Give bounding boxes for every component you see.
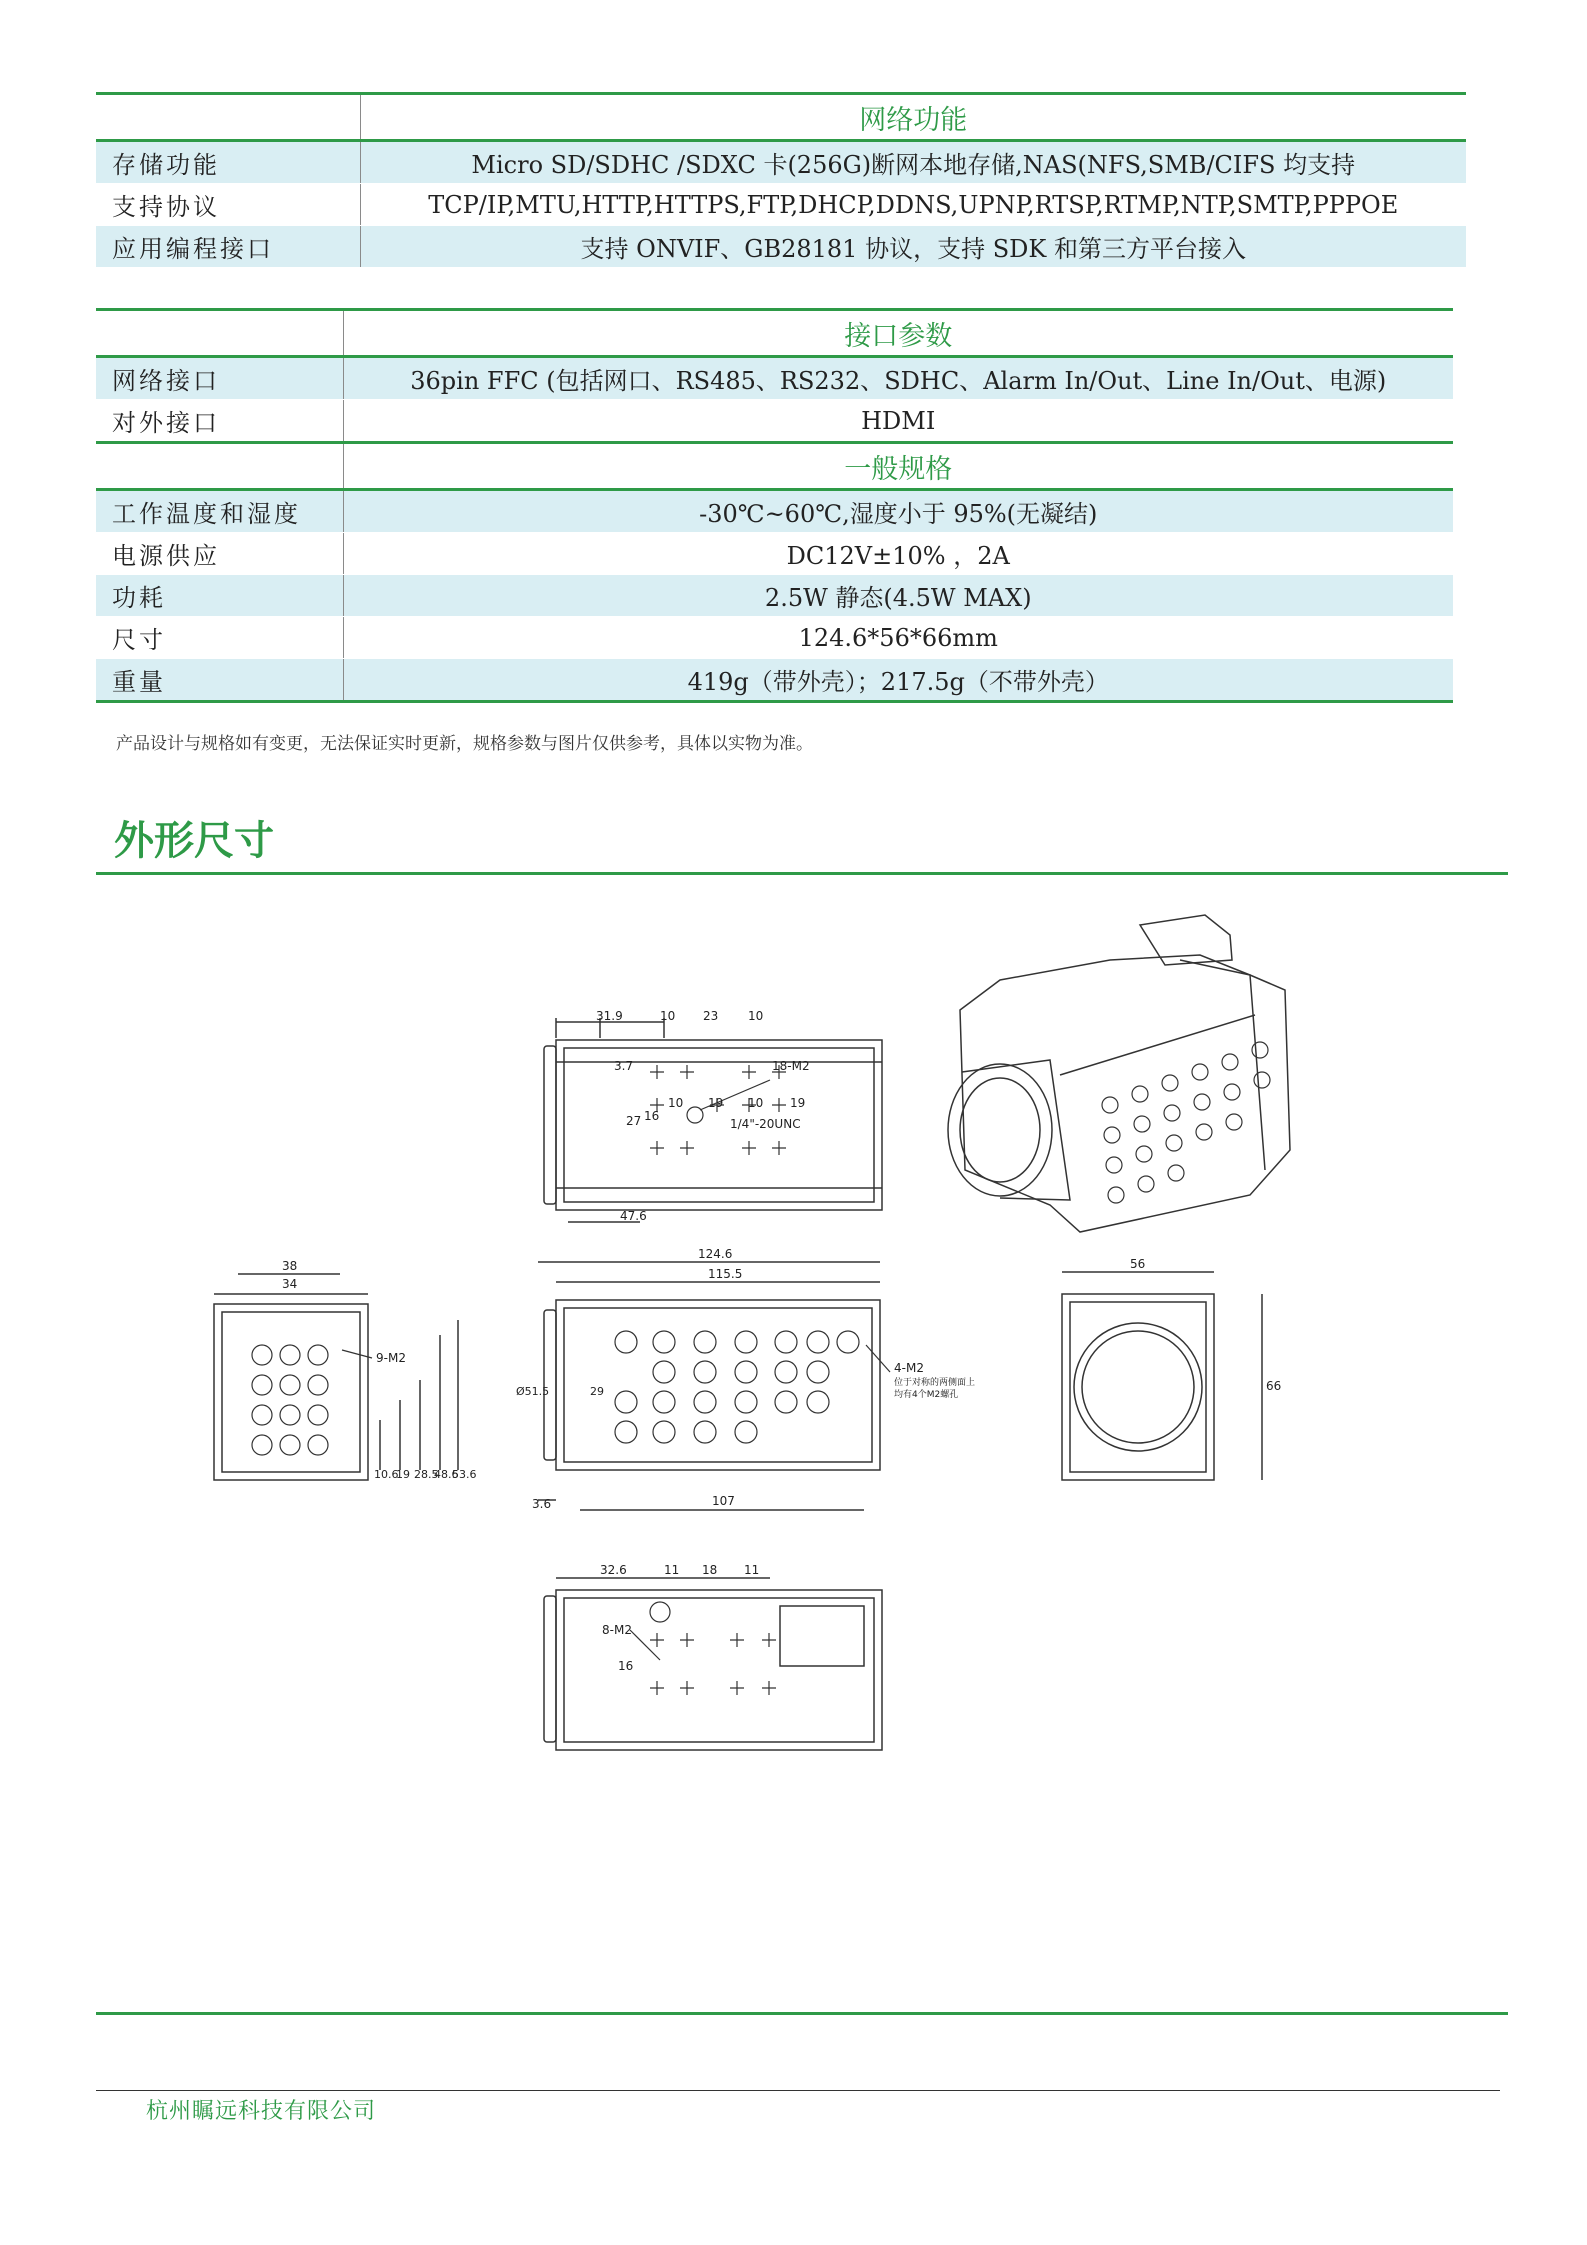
dim-label: 38: [282, 1259, 298, 1273]
side-view-drawing: [214, 1274, 458, 1480]
dim-label: 28.5: [414, 1468, 439, 1481]
footer-rule: [96, 2012, 1508, 2015]
dim-label: 9-M2: [376, 1351, 406, 1365]
dim-label: 115.5: [708, 1267, 743, 1281]
dim-label: 29: [590, 1385, 604, 1398]
spec-key: 重量: [96, 659, 343, 702]
dim-label: 8-M2: [602, 1623, 632, 1637]
network-section-header: 网络功能: [360, 94, 1466, 141]
spec-key: 工作温度和湿度: [96, 490, 343, 533]
section-title: 外形尺寸: [114, 818, 274, 864]
spec-value: 419g（带外壳）；217.5g（不带外壳）: [343, 659, 1453, 702]
dim-label: 34: [282, 1277, 298, 1291]
dim-label: 32.6: [600, 1563, 627, 1577]
dim-label: 16: [618, 1659, 634, 1673]
spec-key: 应用编程接口: [96, 226, 360, 268]
spec-value: -30℃~60℃,湿度小于 95%(无凝结): [343, 490, 1453, 533]
dim-label: 48.6: [434, 1468, 459, 1481]
dim-label: 107: [712, 1494, 735, 1508]
dim-label: 18-M2: [772, 1059, 810, 1073]
dim-label: 56: [1130, 1257, 1146, 1271]
dim-label: 4-M2: [894, 1361, 924, 1375]
disclaimer-note: 产品设计与规格如有变更，无法保证实时更新，规格参数与图片仅供参考，具体以实物为准。: [116, 734, 813, 754]
bottom-view-drawing: [544, 1578, 882, 1750]
spec-key: 尺寸: [96, 617, 343, 659]
dim-label: 11: [664, 1563, 680, 1577]
spec-key: 存储功能: [96, 141, 360, 184]
dim-label: 19: [790, 1096, 806, 1110]
spec-key: 功耗: [96, 575, 343, 617]
spec-key: 对外接口: [96, 400, 343, 443]
dim-label: 66: [1266, 1379, 1282, 1393]
dim-label: 10: [748, 1009, 764, 1023]
spec-value: Micro SD/SDHC /SDXC 卡(256G)断网本地存储,NAS(NFS,SMB/CIFS 均支持: [360, 141, 1466, 184]
spec-key: 网络接口: [96, 357, 343, 400]
dim-label: 18: [702, 1563, 718, 1577]
dim-label: 27: [626, 1114, 642, 1128]
general-section-header: 一般规格: [343, 443, 1453, 490]
spec-value: 支持 ONVIF、GB28181 协议，支持 SDK 和第三方平台接入: [360, 226, 1466, 268]
spec-value: DC12V±10% ，2A: [343, 533, 1453, 575]
spec-value: 36pin FFC (包括网口、RS485、RS232、SDHC、Alarm In/Out、Line In/Out、电源): [343, 357, 1453, 400]
dim-label: 10.6: [374, 1468, 399, 1481]
dim-label: 53.6: [452, 1468, 477, 1481]
dim-label: 16: [644, 1109, 660, 1123]
dim-label: 124.6: [698, 1247, 733, 1261]
dim-label: 1/4"-20UNC: [730, 1117, 801, 1131]
dim-label: 47.6: [620, 1209, 647, 1223]
spec-key: 电源供应: [96, 533, 343, 575]
top-view-drawing: [544, 1018, 882, 1222]
lens-view-drawing: [1062, 1272, 1262, 1480]
interface-section-header: 接口参数: [343, 310, 1453, 357]
dim-label: 3.6: [532, 1497, 552, 1511]
dim-label: 19: [708, 1096, 724, 1110]
spec-key: 支持协议: [96, 184, 360, 226]
footer-divider: [96, 2090, 1500, 2091]
dim-label: 19: [396, 1468, 410, 1481]
dim-label: 位于对称的两侧面上: [894, 1378, 976, 1388]
dim-label: 均有4个M2螺孔: [894, 1390, 959, 1400]
spec-value: TCP/IP,MTU,HTTP,HTTPS,FTP,DHCP,DDNS,UPNP,RTSP,RTMP,NTP,SMTP,PPPOE: [360, 184, 1466, 226]
isometric-camera-drawing: [948, 915, 1290, 1232]
dim-label: Ø51.5: [516, 1385, 550, 1398]
spec-value: 2.5W 静态(4.5W MAX): [343, 575, 1453, 617]
dim-label: 11: [744, 1563, 760, 1577]
spec-value: 124.6*56*66mm: [343, 617, 1453, 659]
dim-label: 10: [748, 1096, 764, 1110]
dim-label: 23: [703, 1009, 719, 1023]
dim-label: 10: [668, 1096, 684, 1110]
dim-label: 3.7: [614, 1059, 634, 1073]
spec-value: HDMI: [343, 400, 1453, 443]
dim-label: 10: [660, 1009, 676, 1023]
dim-label: 31.9: [596, 1009, 623, 1023]
company-name: 杭州瞩远科技有限公司: [146, 2099, 377, 2124]
